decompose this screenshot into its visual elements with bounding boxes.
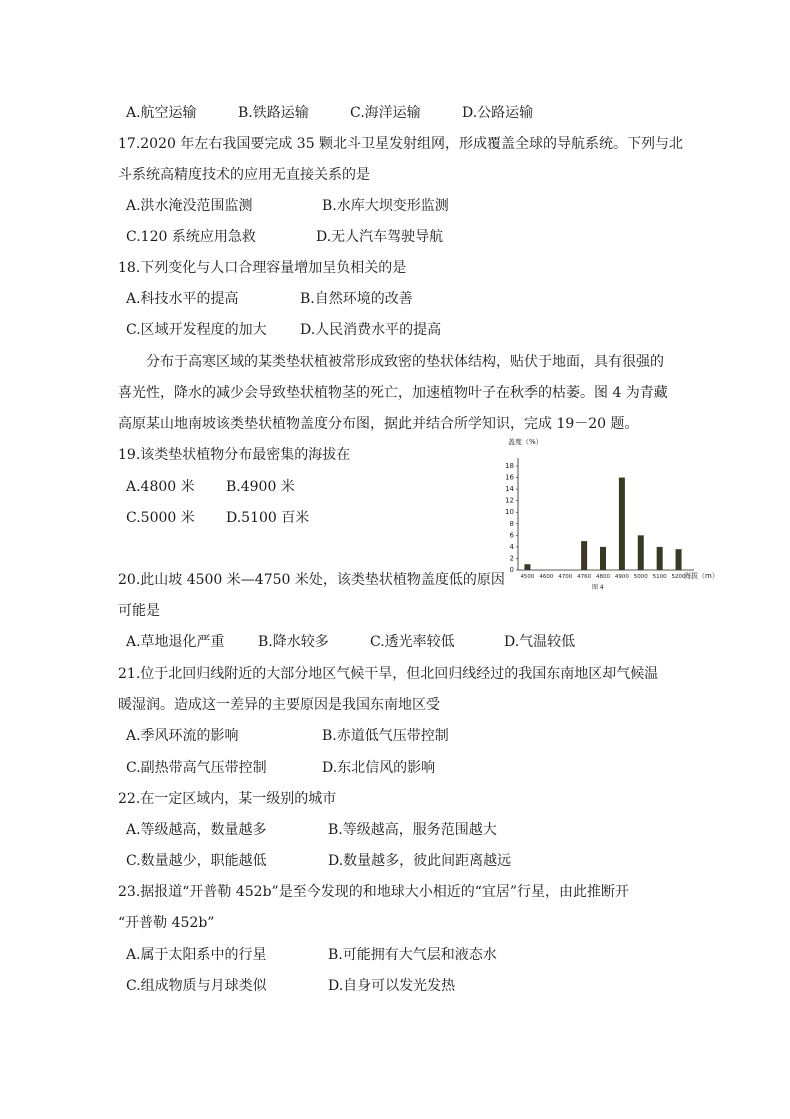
q17-option-d: D.无人汽车驾驶导航	[316, 229, 444, 245]
chart-x-tick-label: 5100	[652, 574, 667, 580]
chart-x-tick-label: 4700	[558, 574, 573, 580]
q19-option-d: D.5100 百米	[226, 510, 310, 526]
q16-option-c: C.海洋运输	[350, 105, 421, 121]
chart-y-tick-label: 14	[505, 485, 514, 494]
q18-option-c: C.区域开发程度的加大	[126, 322, 267, 338]
q16-option-d: D.公路运输	[462, 105, 534, 121]
chart-x-tick-label: 4600	[539, 574, 554, 580]
q20-option-d: D.气温较低	[504, 634, 576, 650]
chart-caption: 图 4	[592, 584, 604, 591]
q19-option-a: A.4800 米	[126, 479, 195, 495]
q22-option-a: A.等级越高，数量越多	[126, 822, 267, 838]
q23-stem-line1: 23.据报道“开普勒 452b”是至今发现的和地球大小相近的“宜居”行星，由此推断开	[118, 884, 630, 900]
q21-option-c: C.副热带高气压带控制	[126, 760, 267, 776]
q20-option-c: C.透光率较低	[370, 634, 455, 650]
q16-option-b: B.铁路运输	[238, 105, 309, 121]
q22-option-d: D.数量越多，彼此间距离越远	[328, 853, 512, 869]
q20-stem-line1: 20.此山坡 4500 米—4750 米处，该类垫状植物盖度低的原因	[118, 572, 505, 588]
chart-bar	[638, 535, 644, 570]
chart-y-tick-label: 16	[505, 473, 514, 482]
q17-option-a: A.洪水淹没范围监测	[126, 198, 253, 214]
q21-stem-line2: 暖湿润。造成这一差异的主要原因是我国东南地区受	[118, 697, 440, 713]
chart-bar	[600, 547, 606, 570]
q17-stem-line2: 斗系统高精度技术的应用无直接关系的是	[118, 167, 370, 183]
q21-option-a: A.季风环流的影响	[126, 728, 239, 744]
vegetation-coverage-chart	[498, 436, 732, 596]
chart-y-tick-label: 4	[509, 542, 514, 551]
chart-bar	[676, 549, 682, 570]
q23-option-d: D.自身可以发光发热	[328, 978, 456, 994]
q21-option-b: B.赤道低气压带控制	[322, 728, 449, 744]
chart-x-tick-label: 5200	[671, 574, 686, 580]
q23-option-a: A.属于太阳系中的行星	[126, 947, 267, 963]
chart-bar	[581, 541, 587, 570]
q18-option-d: D.人民消费水平的提高	[300, 322, 442, 338]
q19-option-c: C.5000 米	[126, 510, 195, 526]
chart-y-tick-label: 6	[509, 531, 514, 540]
q21-option-d: D.东北信风的影响	[322, 760, 436, 776]
q23-stem-line2: “开普勒 452b”	[118, 915, 215, 931]
q20-option-a: A.草地退化严重	[126, 634, 225, 650]
passage-line2: 喜光性，降水的减少会导致垫状植物茎的死亡，加速植物叶子在秋季的枯萎。图 4 为青藏	[118, 385, 668, 401]
chart-x-tick-label: 5000	[633, 574, 648, 580]
chart-y-tick-label: 10	[505, 508, 514, 517]
q17-stem-line1: 17.2020 年左右我国要完成 35 颗北斗卫星发射组网，形成覆盖全球的导航系统。下列与北	[118, 136, 684, 152]
chart-y-axis-label: 盖度（%）	[508, 438, 543, 446]
chart-bar	[524, 564, 530, 570]
passage-line1: 分布于高寒区域的某类垫状植被常形成致密的垫状体结构，贴伏于地面，具有很强的	[146, 354, 664, 370]
q18-option-a: A.科技水平的提高	[126, 291, 239, 307]
q18-stem: 18.下列变化与人口合理容量增加呈负相关的是	[118, 260, 407, 276]
chart-bar	[657, 547, 663, 570]
chart-x-tick-label: 4900	[614, 574, 629, 580]
chart-x-tick-label: 4500	[520, 574, 535, 580]
chart-x-tick-label: 4760	[577, 574, 592, 580]
passage-line3: 高原某山地南坡该类垫状植物盖度分布图，据此并结合所学知识，完成 19－20 题。	[118, 416, 639, 432]
chart-y-tick-label: 8	[509, 519, 514, 528]
chart-y-tick-label: 2	[509, 554, 514, 563]
chart-x-axis-label: 海拔（m）	[684, 572, 719, 580]
chart-y-tick-label: 12	[505, 496, 514, 505]
q22-option-c: C.数量越少，职能越低	[126, 853, 267, 869]
q22-stem: 22.在一定区域内，某一级别的城市	[118, 791, 337, 807]
q18-option-b: B.自然环境的改善	[300, 291, 413, 307]
q23-option-b: B.可能拥有大气层和液态水	[328, 947, 497, 963]
q22-option-b: B.等级越高，服务范围越大	[328, 822, 497, 838]
q19-stem: 19.该类垫状植物分布最密集的海拔在	[118, 447, 351, 463]
q23-option-c: C.组成物质与月球类似	[126, 978, 267, 994]
q21-stem-line1: 21.位于北回归线附近的大部分地区气候干旱，但北回归线经过的我国东南地区却气候温	[118, 666, 659, 682]
q20-stem-line2: 可能是	[118, 603, 160, 619]
q16-option-a: A.航空运输	[126, 105, 197, 121]
q17-option-b: B.水库大坝变形监测	[322, 198, 449, 214]
chart-bar	[619, 478, 625, 570]
q17-option-c: C.120 系统应用急救	[126, 229, 256, 245]
chart-y-tick-label: 0	[509, 566, 514, 574]
q20-option-b: B.降水较多	[258, 634, 329, 650]
chart-x-tick-label: 4800	[596, 574, 610, 580]
q19-option-b: B.4900 米	[226, 479, 295, 495]
chart-y-tick-label: 18	[505, 462, 514, 470]
